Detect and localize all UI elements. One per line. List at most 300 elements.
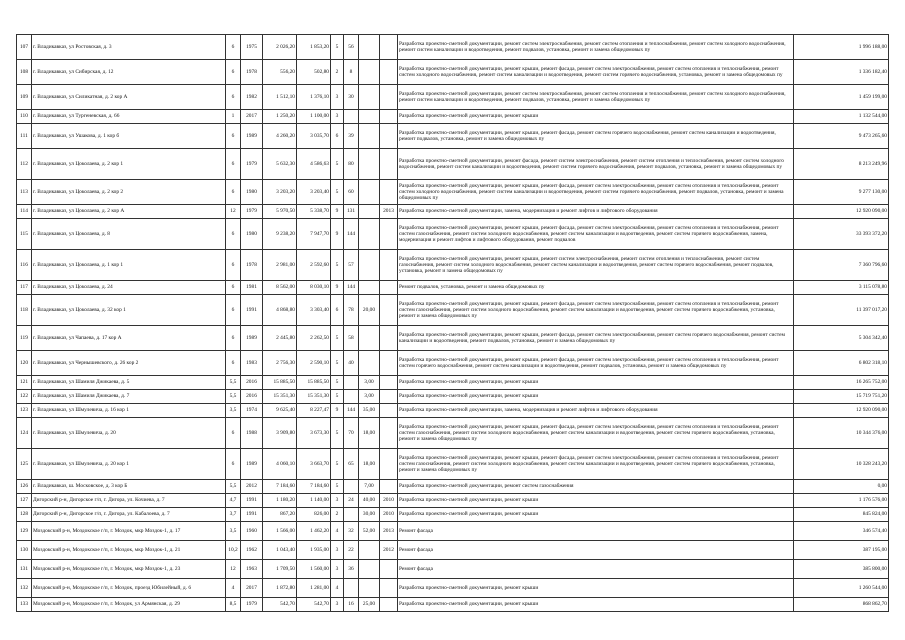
column-f-cell: 39 <box>344 124 359 149</box>
year-cell: 1991 <box>241 508 263 522</box>
column-h-cell <box>380 598 398 612</box>
address-cell: г. Владикавказ, ул Сибирская, д. 12 <box>32 60 226 85</box>
work-types-cell: Разработка проектно-сметной документации, ремонт крыши, ремонт фасада, ремонт систем горячего водоснабжения, ремонт систем канализации и водоотведения, ремонт подвалов, установка, ремонт и замена общедомовых пу <box>398 124 794 149</box>
living-area-cell: 3 663,70 <box>297 449 331 480</box>
column-g-cell: 18,00 <box>359 418 380 449</box>
column-e-cell: 3 <box>331 85 344 110</box>
floors-cell: 6 <box>226 418 241 449</box>
address-cell: г. Владикавказ, ул Шмулевича, д. 20 кор 1 <box>32 449 226 480</box>
table-row <box>17 480 889 494</box>
table-row <box>17 598 889 612</box>
column-e-cell: 3 <box>331 560 344 579</box>
repair-cost-cell: 9 277 130,00 <box>794 180 889 205</box>
total-area-cell: 2 445,80 <box>263 326 297 351</box>
column-g-cell: 3,00 <box>359 390 380 404</box>
table-row <box>17 110 889 124</box>
living-area-cell: 1 560,00 <box>297 560 331 579</box>
living-area-cell: 8 030,10 <box>297 281 331 295</box>
column-g-cell: 3,00 <box>359 376 380 390</box>
row-number: 121 <box>17 376 32 390</box>
work-types-cell: Разработка проектно-сметной документации, ремонт систем газоснабжения <box>398 480 794 494</box>
year-cell: 1989 <box>241 449 263 480</box>
column-f-cell: 78 <box>344 295 359 326</box>
column-f-cell: 22 <box>344 541 359 560</box>
work-types-cell: Ремонт подвалов, установка, ремонт и замена общедомовых пу <box>398 281 794 295</box>
column-g-cell <box>359 250 380 281</box>
table-row <box>17 494 889 508</box>
repair-cost-cell: 9 473 265,60 <box>794 124 889 149</box>
column-g-cell: 18,00 <box>359 449 380 480</box>
living-area-cell: 4 586,63 <box>297 149 331 180</box>
row-number: 126 <box>17 480 32 494</box>
table-row <box>17 250 889 281</box>
address-cell: г. Владикавказ, ул Шамиля Джикаева, д. 5 <box>32 376 226 390</box>
table-row <box>17 60 889 85</box>
column-f-cell <box>344 110 359 124</box>
column-g-cell <box>359 124 380 149</box>
living-area-cell: 1 462,20 <box>297 522 331 541</box>
living-area-cell: 8 227,47 <box>297 404 331 418</box>
living-area-cell: 542,70 <box>297 598 331 612</box>
living-area-cell: 1 281,00 <box>297 579 331 598</box>
column-h-cell <box>380 418 398 449</box>
total-area-cell: 3 909,80 <box>263 418 297 449</box>
floors-cell: 6 <box>226 250 241 281</box>
column-g-cell: 35,00 <box>359 404 380 418</box>
column-f-cell <box>344 376 359 390</box>
column-e-cell: 5 <box>331 351 344 376</box>
column-e-cell: 5 <box>331 390 344 404</box>
column-e-cell: 5 <box>331 149 344 180</box>
floors-cell: 1 <box>226 110 241 124</box>
living-area-cell: 3 203,40 <box>297 180 331 205</box>
repair-cost-cell: 1 132 544,00 <box>794 110 889 124</box>
work-types-cell: Разработка проектно-сметной документации, ремонт крыши, ремонт систем электроснабжения, ремонт систем отопления и теплоснабжения, ремонт систем газоснабжения, ремонт систем холодного водоснабжения, ремонт систем канализации и водоотведения, ремонт систем горячего водоснабжения, ремонт подвалов, установка, ремонт и замена общедомовых пу <box>398 250 794 281</box>
year-cell: 1960 <box>241 522 263 541</box>
work-types-cell: Разработка проектно-сметной документации, замена, модернизация и ремонт лифтов и лифтового оборудования <box>398 205 794 219</box>
year-cell: 1983 <box>241 351 263 376</box>
repair-cost-cell: 1 996 188,00 <box>794 35 889 60</box>
floors-cell: 6 <box>226 149 241 180</box>
column-f-cell: 58 <box>344 326 359 351</box>
table-row <box>17 560 889 579</box>
column-g-cell <box>359 110 380 124</box>
living-area-cell: 1 376,10 <box>297 85 331 110</box>
column-e-cell: 4 <box>331 579 344 598</box>
column-g-cell <box>359 60 380 85</box>
row-number: 123 <box>17 404 32 418</box>
year-cell: 2012 <box>241 480 263 494</box>
floors-cell: 6 <box>226 281 241 295</box>
repair-cost-cell: 1 176 576,00 <box>794 494 889 508</box>
column-h-cell <box>380 351 398 376</box>
floors-cell: 6 <box>226 295 241 326</box>
work-types-cell: Разработка проектно-сметной документации, ремонт крыши <box>398 579 794 598</box>
column-e-cell: 4 <box>331 522 344 541</box>
work-types-cell: Разработка проектно-сметной документации, ремонт крыши <box>398 110 794 124</box>
repair-cost-cell: 387 195,00 <box>794 541 889 560</box>
column-g-cell <box>359 560 380 579</box>
column-e-cell: 3 <box>331 541 344 560</box>
column-f-cell: 144 <box>344 219 359 250</box>
total-area-cell: 4 868,80 <box>263 295 297 326</box>
total-area-cell: 9 625,40 <box>263 404 297 418</box>
column-g-cell <box>359 351 380 376</box>
column-f-cell: 57 <box>344 250 359 281</box>
column-g-cell <box>359 180 380 205</box>
column-e-cell: 5 <box>331 449 344 480</box>
table-body <box>17 35 889 612</box>
column-e-cell: 6 <box>331 295 344 326</box>
total-area-cell: 5 632,30 <box>263 149 297 180</box>
repair-cost-cell: 8 213 249,96 <box>794 149 889 180</box>
address-cell: г. Владикавказ, ул Чернышевского, д. 26 кор 2 <box>32 351 226 376</box>
total-area-cell: 15 351,30 <box>263 390 297 404</box>
address-cell: г. Владикавказ, ул Ростовская, д. 3 <box>32 35 226 60</box>
work-types-cell: Ремонт фасада <box>398 522 794 541</box>
address-cell: Моздокский р-н, Моздокское г/п, г. Моздок, мкр Моздок-1, д. 17 <box>32 522 226 541</box>
column-f-cell: 30 <box>344 85 359 110</box>
year-cell: 1978 <box>241 250 263 281</box>
floors-cell: 3,5 <box>226 522 241 541</box>
repair-cost-cell: 11 397 017,20 <box>794 295 889 326</box>
table-row <box>17 541 889 560</box>
address-cell: г. Владикавказ, ул Шмулевича, д. 20 <box>32 418 226 449</box>
column-h-cell <box>380 60 398 85</box>
total-area-cell: 2 026,20 <box>263 35 297 60</box>
repair-cost-cell: 10 328 243,20 <box>794 449 889 480</box>
year-cell: 2017 <box>241 579 263 598</box>
floors-cell: 6 <box>226 326 241 351</box>
living-area-cell: 1 100,00 <box>297 110 331 124</box>
total-area-cell: 7 184,60 <box>263 480 297 494</box>
column-e-cell: 3 <box>331 110 344 124</box>
column-g-cell <box>359 85 380 110</box>
floors-cell: 12 <box>226 205 241 219</box>
column-h-cell <box>380 390 398 404</box>
column-h-cell <box>380 449 398 480</box>
table-row <box>17 418 889 449</box>
repair-cost-cell: 12 920 090,00 <box>794 404 889 418</box>
column-e-cell: 9 <box>331 219 344 250</box>
year-cell: 2016 <box>241 390 263 404</box>
address-cell: Моздокский р-н, Моздокское г/п, г. Моздок, ул Армянская, д. 29 <box>32 598 226 612</box>
floors-cell: 4,7 <box>226 494 241 508</box>
repair-cost-cell: 1 459 199,00 <box>794 85 889 110</box>
living-area-cell: 5 338,70 <box>297 205 331 219</box>
column-g-cell <box>359 149 380 180</box>
table-row <box>17 376 889 390</box>
column-e-cell: 9 <box>331 404 344 418</box>
work-types-cell: Разработка проектно-сметной документации, ремонт крыши, ремонт фасада, ремонт систем электроснабжения, ремонт систем отопления и теплоснабжения, ремонт систем горячего водоснабжения, ремонт систем канализации и водоотведения, ремонт подвалов, установка, ремонт и замена общедомовых пу <box>398 351 794 376</box>
total-area-cell: 1 872,80 <box>263 579 297 598</box>
work-types-cell: Разработка проектно-сметной документации, ремонт крыши, ремонт фасада, ремонт систем электроснабжения, ремонт систем отопления и теплоснабжения, ремонт систем газоснабжения, ремонт систем холодного водоснабжения, ремонт систем канализации и водоотведения, ремонт систем горячего водоснабжения, замена, модернизация и ремонт лифтов и лифтового оборудования, ремонт подвалов <box>398 219 794 250</box>
row-number: 114 <box>17 205 32 219</box>
total-area-cell: 542,70 <box>263 598 297 612</box>
total-area-cell: 556,20 <box>263 60 297 85</box>
year-cell: 1974 <box>241 404 263 418</box>
repair-cost-cell: 868 862,70 <box>794 598 889 612</box>
column-e-cell: 5 <box>331 376 344 390</box>
repair-cost-cell: 10 344 376,00 <box>794 418 889 449</box>
row-number: 113 <box>17 180 32 205</box>
column-e-cell: 5 <box>331 180 344 205</box>
repair-cost-cell: 0,00 <box>794 480 889 494</box>
floors-cell: 6 <box>226 219 241 250</box>
total-area-cell: 4 060,10 <box>263 449 297 480</box>
work-types-cell: Разработка проектно-сметной документации, ремонт крыши, ремонт фасада, ремонт систем электроснабжения, ремонт систем отопления и теплоснабжения, ремонт систем холодного водоснабжения, ремонт систем канализации и водоотведения, ремонт систем горячего водоснабжения, ремонт подвалов, установка, ремонт и замена общедомовых пу <box>398 180 794 205</box>
address-cell: г. Владикавказ, ул Цоколаева, д. 24 <box>32 281 226 295</box>
table-row <box>17 579 889 598</box>
address-cell: г. Владикавказ, ул Цоколаева, д. 2 кор 2 <box>32 180 226 205</box>
repair-cost-cell: 1 336 182,40 <box>794 60 889 85</box>
living-area-cell: 7 184,60 <box>297 480 331 494</box>
total-area-cell: 8 562,00 <box>263 281 297 295</box>
column-e-cell: 5 <box>331 326 344 351</box>
year-cell: 1991 <box>241 295 263 326</box>
column-f-cell <box>344 390 359 404</box>
table-row <box>17 390 889 404</box>
column-f-cell <box>344 480 359 494</box>
column-e-cell: 5 <box>331 480 344 494</box>
living-area-cell: 2 592,60 <box>297 250 331 281</box>
table-row <box>17 351 889 376</box>
repair-cost-cell: 33 393 372,20 <box>794 219 889 250</box>
capital-repair-table <box>16 34 889 612</box>
work-types-cell: Разработка проектно-сметной документации, ремонт крыши <box>398 508 794 522</box>
column-h-cell <box>380 110 398 124</box>
repair-cost-cell: 346 574,40 <box>794 522 889 541</box>
column-f-cell: 56 <box>344 35 359 60</box>
column-h-cell: 2010 <box>380 494 398 508</box>
year-cell: 1980 <box>241 180 263 205</box>
column-e-cell: 9 <box>331 205 344 219</box>
column-e-cell: 6 <box>331 124 344 149</box>
row-number: 108 <box>17 60 32 85</box>
address-cell: г. Владикавказ, ул Тургеневская, д. 66 <box>32 110 226 124</box>
work-types-cell: Разработка проектно-сметной документации, ремонт крыши <box>398 598 794 612</box>
floors-cell: 3,5 <box>226 404 241 418</box>
total-area-cell: 5 970,50 <box>263 205 297 219</box>
work-types-cell: Разработка проектно-сметной документации, ремонт крыши, ремонт фасада, ремонт систем электроснабжения, ремонт систем отопления и теплоснабжения, ремонт систем холодного водоснабжения, ремонт систем канализации и водоотведения, ремонт систем горячего водоснабжения, установка, ремонт и замена общедомовых пу <box>398 60 794 85</box>
living-area-cell: 1 140,00 <box>297 494 331 508</box>
living-area-cell: 7 947,70 <box>297 219 331 250</box>
row-number: 110 <box>17 110 32 124</box>
total-area-cell: 1 180,20 <box>263 494 297 508</box>
column-f-cell: 131 <box>344 205 359 219</box>
work-types-cell: Разработка проектно-сметной документации, ремонт систем электроснабжения, ремонт систем отопления и теплоснабжения, ремонт систем холодного водоснабжения, ремонт систем канализации и водоотведения, ремонт подвалов, установка, ремонт и замена общедомовых пу <box>398 85 794 110</box>
year-cell: 1989 <box>241 326 263 351</box>
column-h-cell <box>380 326 398 351</box>
work-types-cell: Разработка проектно-сметной документации, ремонт крыши, ремонт фасада, ремонт систем электроснабжения, ремонт систем отопления и теплоснабжения, ремонт систем газоснабжения, ремонт систем холодного водоснабжения, ремонт систем канализации и водоотведения, ремонт систем горячего водоснабжения, установка, ремонт и замена общедомовых пу <box>398 418 794 449</box>
total-area-cell: 2 981,00 <box>263 250 297 281</box>
column-g-cell <box>359 219 380 250</box>
column-h-cell: 2013 <box>380 205 398 219</box>
year-cell: 1978 <box>241 60 263 85</box>
year-cell: 1980 <box>241 219 263 250</box>
column-f-cell <box>344 508 359 522</box>
table-row <box>17 404 889 418</box>
living-area-cell: 1 853,20 <box>297 35 331 60</box>
address-cell: Моздокский р-н, Моздокское г/п, г. Моздок, мкр Моздок-1, д. 23 <box>32 560 226 579</box>
column-h-cell <box>380 180 398 205</box>
column-g-cell <box>359 205 380 219</box>
year-cell: 2016 <box>241 376 263 390</box>
column-h-cell <box>380 124 398 149</box>
repair-cost-cell: 845 824,00 <box>794 508 889 522</box>
living-area-cell: 15 885,50 <box>297 376 331 390</box>
column-e-cell: 9 <box>331 281 344 295</box>
column-g-cell <box>359 579 380 598</box>
column-f-cell <box>344 579 359 598</box>
column-f-cell: 24 <box>344 494 359 508</box>
table-row <box>17 85 889 110</box>
living-area-cell: 826,00 <box>297 508 331 522</box>
column-h-cell <box>380 35 398 60</box>
living-area-cell: 2 590,10 <box>297 351 331 376</box>
column-e-cell: 3 <box>331 598 344 612</box>
work-types-cell: Разработка проектно-сметной документации, ремонт систем электроснабжения, ремонт систем отопления и теплоснабжения, ремонт систем холодного водоснабжения, ремонт систем канализации и водоотведения, ремонт подвалов, установка, ремонт и замена общедомовых пу <box>398 35 794 60</box>
row-number: 112 <box>17 149 32 180</box>
address-cell: г. Владикавказ, ш. Московское, д. 3 кор Б <box>32 480 226 494</box>
repair-cost-cell: 385 800,00 <box>794 560 889 579</box>
column-g-cell: 40,00 <box>359 494 380 508</box>
work-types-cell: Ремонт фасада <box>398 541 794 560</box>
table-row <box>17 295 889 326</box>
floors-cell: 6 <box>226 180 241 205</box>
table-row <box>17 205 889 219</box>
floors-cell: 5,5 <box>226 376 241 390</box>
column-g-cell <box>359 281 380 295</box>
floors-cell: 6 <box>226 60 241 85</box>
work-types-cell: Разработка проектно-сметной документации, ремонт крыши, ремонт фасада, ремонт систем электроснабжения, ремонт систем горячего водоснабжения, ремонт систем канализации и водоотведения, ремонт подвалов, установка, ремонт и замена общедомовых пу <box>398 326 794 351</box>
column-e-cell: 5 <box>331 418 344 449</box>
table-row <box>17 180 889 205</box>
total-area-cell: 1 043,40 <box>263 541 297 560</box>
living-area-cell: 3 303,40 <box>297 295 331 326</box>
year-cell: 1979 <box>241 205 263 219</box>
address-cell: г. Владикавказ, ул Силикатная, д. 2 кор А <box>32 85 226 110</box>
address-cell: г. Владикавказ, ул Ушакова, д. 1 кор б <box>32 124 226 149</box>
column-h-cell <box>380 560 398 579</box>
total-area-cell: 3 203,20 <box>263 180 297 205</box>
column-f-cell: 8 <box>344 60 359 85</box>
row-number: 111 <box>17 124 32 149</box>
year-cell: 1975 <box>241 35 263 60</box>
repair-cost-cell: 15 719 751,20 <box>794 390 889 404</box>
year-cell: 1979 <box>241 149 263 180</box>
floors-cell: 10,2 <box>226 541 241 560</box>
row-number: 133 <box>17 598 32 612</box>
address-cell: Дигорский р-н, Дигорское г/п, г. Дигора, ул. Кабалоева, д. 7 <box>32 508 226 522</box>
floors-cell: 8,5 <box>226 598 241 612</box>
year-cell: 1979 <box>241 598 263 612</box>
row-number: 129 <box>17 522 32 541</box>
repair-cost-cell: 12 920 090,00 <box>794 205 889 219</box>
floors-cell: 6 <box>226 85 241 110</box>
column-h-cell <box>380 149 398 180</box>
table-row <box>17 508 889 522</box>
row-number: 118 <box>17 295 32 326</box>
column-f-cell: 32 <box>344 522 359 541</box>
work-types-cell: Ремонт фасада <box>398 560 794 579</box>
column-h-cell: 2013 <box>380 522 398 541</box>
work-types-cell: Разработка проектно-сметной документации, ремонт крыши <box>398 494 794 508</box>
column-f-cell: 36 <box>344 560 359 579</box>
address-cell: Моздокский р-н, Моздокское г/п, г. Моздок, мкр Моздок-1, д. 21 <box>32 541 226 560</box>
year-cell: 2017 <box>241 110 263 124</box>
column-h-cell <box>380 480 398 494</box>
row-number: 125 <box>17 449 32 480</box>
work-types-cell: Разработка проектно-сметной документации, ремонт крыши, ремонт фасада, ремонт систем электроснабжения, ремонт систем отопления и теплоснабжения, ремонт систем газоснабжения, ремонт систем холодного водоснабжения, ремонт систем канализации и водоотведения, ремонт систем горячего водоснабжения, установка, ремонт и замена общедомовых пу <box>398 449 794 480</box>
column-h-cell <box>380 281 398 295</box>
table-row <box>17 149 889 180</box>
column-e-cell: 2 <box>331 60 344 85</box>
column-g-cell: 20,00 <box>359 295 380 326</box>
address-cell: Дигорский р-н, Дигорское г/п, г. Дигора, ул. Кочиева, д. 7 <box>32 494 226 508</box>
living-area-cell: 2 262,50 <box>297 326 331 351</box>
column-f-cell: 16 <box>344 598 359 612</box>
row-number: 109 <box>17 85 32 110</box>
total-area-cell: 867,20 <box>263 508 297 522</box>
floors-cell: 5,5 <box>226 480 241 494</box>
table-row <box>17 281 889 295</box>
table-row <box>17 124 889 149</box>
row-number: 116 <box>17 250 32 281</box>
table-row <box>17 522 889 541</box>
column-g-cell: 25,00 <box>359 598 380 612</box>
repair-cost-cell: 16 265 752,00 <box>794 376 889 390</box>
row-number: 122 <box>17 390 32 404</box>
repair-cost-cell: 7 360 796,60 <box>794 250 889 281</box>
row-number: 107 <box>17 35 32 60</box>
row-number: 132 <box>17 579 32 598</box>
floors-cell: 6 <box>226 124 241 149</box>
repair-cost-cell: 3 115 078,80 <box>794 281 889 295</box>
repair-cost-cell: 1 260 544,00 <box>794 579 889 598</box>
column-f-cell: 60 <box>344 180 359 205</box>
column-f-cell: 80 <box>344 149 359 180</box>
living-area-cell: 15 351,30 <box>297 390 331 404</box>
row-number: 115 <box>17 219 32 250</box>
column-g-cell: 7,00 <box>359 480 380 494</box>
living-area-cell: 3 673,30 <box>297 418 331 449</box>
living-area-cell: 1 935,00 <box>297 541 331 560</box>
floors-cell: 4 <box>226 579 241 598</box>
column-e-cell: 3 <box>331 494 344 508</box>
total-area-cell: 1 250,20 <box>263 110 297 124</box>
column-h-cell: 2010 <box>380 508 398 522</box>
total-area-cell: 1 709,50 <box>263 560 297 579</box>
address-cell: г. Владикавказ, ул Цоколаева, д. 2 кор 1 <box>32 149 226 180</box>
floors-cell: 5,5 <box>226 390 241 404</box>
work-types-cell: Разработка проектно-сметной документации, ремонт крыши <box>398 390 794 404</box>
table-row <box>17 449 889 480</box>
year-cell: 1963 <box>241 560 263 579</box>
address-cell: г. Владикавказ, ул Цоколаева, д. 8 <box>32 219 226 250</box>
column-f-cell: 144 <box>344 281 359 295</box>
living-area-cell: 502,80 <box>297 60 331 85</box>
row-number: 124 <box>17 418 32 449</box>
row-number: 127 <box>17 494 32 508</box>
work-types-cell: Разработка проектно-сметной документации, замена, модернизация и ремонт лифтов и лифтового оборудования <box>398 404 794 418</box>
total-area-cell: 1 566,00 <box>263 522 297 541</box>
column-h-cell <box>380 250 398 281</box>
row-number: 128 <box>17 508 32 522</box>
row-number: 117 <box>17 281 32 295</box>
floors-cell: 3,7 <box>226 508 241 522</box>
row-number: 131 <box>17 560 32 579</box>
